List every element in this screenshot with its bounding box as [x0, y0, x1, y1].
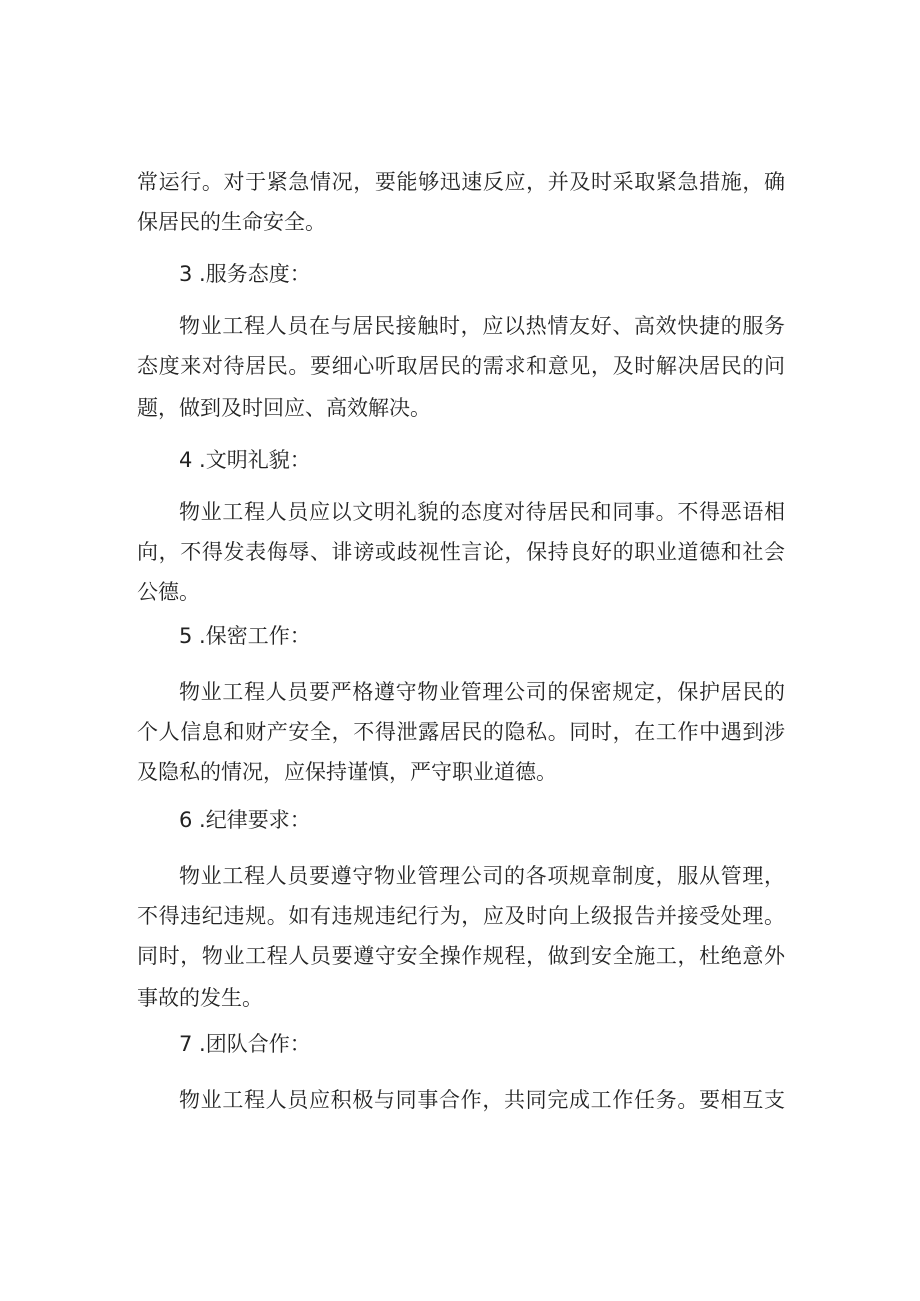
- paragraph-line: 物业工程人员应以文明礼貌的态度对待居民和同事。不得恶语相: [179, 500, 785, 524]
- paragraph-line: 物业工程人员应积极与同事合作，共同完成工作任务。要相互支: [179, 1088, 785, 1112]
- section-heading: 6 .纪律要求：: [179, 808, 311, 832]
- paragraph-line: 同时，物业工程人员要遵守安全操作规程，做到安全施工，杜绝意外: [137, 944, 785, 968]
- paragraph-line: 物业工程人员要严格遵守物业管理公司的保密规定，保护居民的: [179, 680, 785, 704]
- section-heading: 5 .保密工作：: [179, 624, 311, 648]
- paragraph-line: 向，不得发表侮辱、诽谤或歧视性言论，保持良好的职业道德和社会: [137, 540, 785, 564]
- paragraph-line: 题，做到及时回应、高效解决。: [137, 396, 431, 420]
- section-heading: 4 .文明礼貌：: [179, 448, 311, 472]
- paragraph-line: 及隐私的情况，应保持谨慎，严守职业道德。: [137, 760, 557, 784]
- paragraph-line: 个人信息和财产安全，不得泄露居民的隐私。同时，在工作中遇到涉: [137, 720, 785, 744]
- paragraph-line: 物业工程人员要遵守物业管理公司的各项规章制度，服从管理，: [179, 864, 785, 888]
- paragraph-line: 不得违纪违规。如有违规违纪行为，应及时向上级报告并接受处理。: [137, 904, 785, 928]
- paragraph-line: 物业工程人员在与居民接触时，应以热情友好、高效快捷的服务: [179, 314, 785, 338]
- section-heading: 3 .服务态度：: [179, 262, 311, 286]
- section-heading: 7 .团队合作：: [179, 1032, 311, 1056]
- paragraph-line: 保居民的生命安全。: [137, 210, 326, 234]
- paragraph-line: 态度来对待居民。要细心听取居民的需求和意见，及时解决居民的问: [137, 354, 785, 378]
- paragraph-line: 事故的发生。: [137, 986, 263, 1010]
- paragraph-line: 常运行。对于紧急情况，要能够迅速反应，并及时采取紧急措施，确: [137, 170, 785, 194]
- paragraph-line: 公德。: [137, 580, 200, 604]
